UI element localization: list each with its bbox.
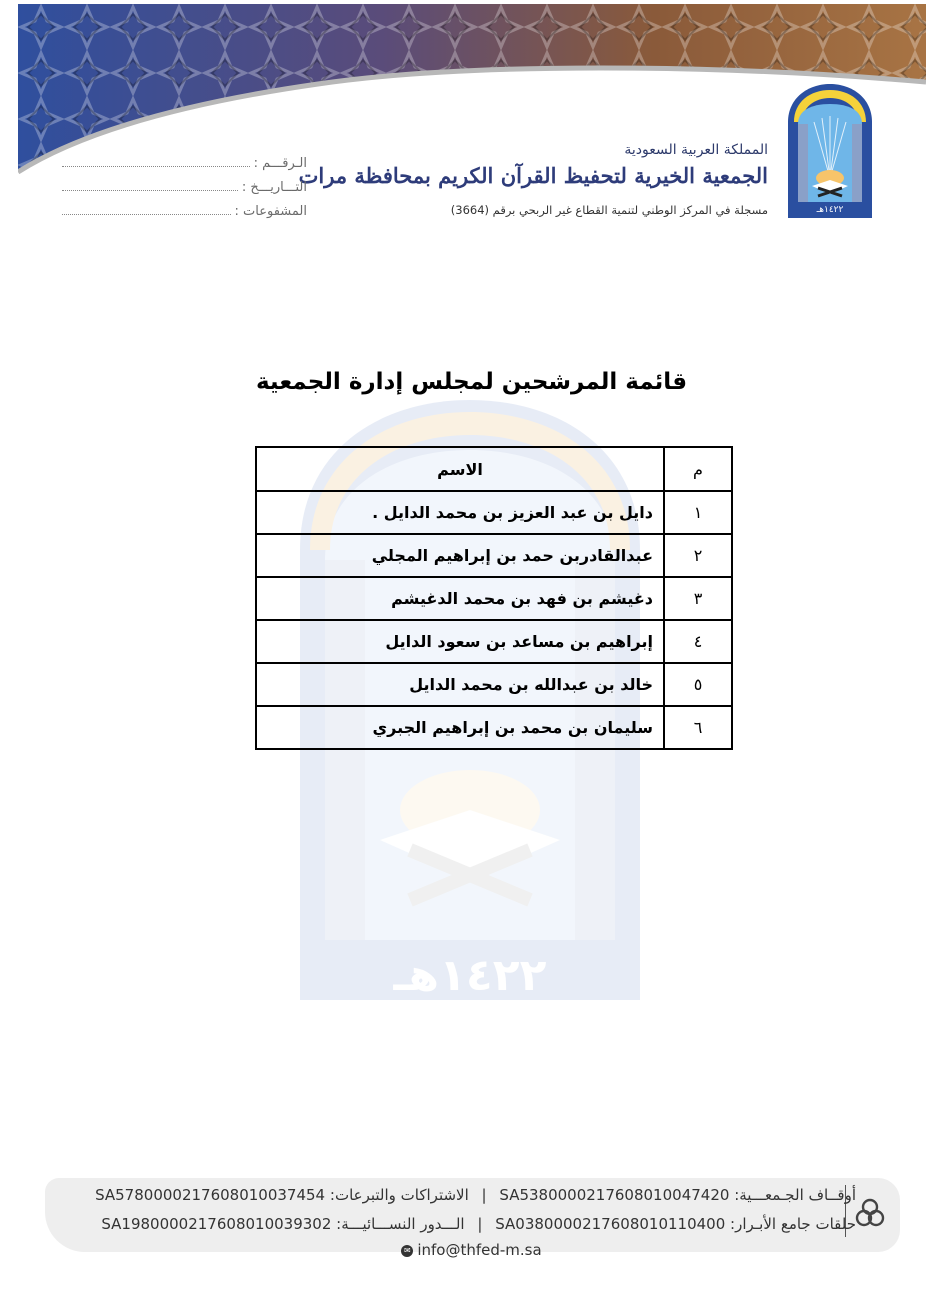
candidates-table	[255, 446, 733, 750]
ref-attachments-field	[62, 202, 307, 226]
endowment-iban: SA5380000217608010047420	[499, 1186, 730, 1204]
table-row	[256, 620, 732, 663]
country-name: المملكة العربية السعودية	[624, 142, 768, 158]
watermark-year: ١٤٢٢هـ	[393, 950, 547, 1000]
contact-email[interactable]: info@thfed-m.sa	[417, 1241, 542, 1259]
ref-attachments-label: المشفوعات :	[234, 204, 307, 219]
row-name: دايل بن عبد العزيز بن محمد الدايل .	[256, 491, 664, 534]
organization-name: الجمعية الخيرية لتحفيظ القرآن الكريم بمحافظة مرات	[298, 163, 768, 188]
row-number: ٢	[664, 534, 732, 577]
mail-icon: ✉	[401, 1245, 413, 1257]
table-row	[256, 706, 732, 749]
footer-line-1	[95, 1186, 856, 1204]
row-name: دغيشم بن فهد بن محمد الدغيشم	[256, 577, 664, 620]
ref-date-label: التـــاريـــخ :	[241, 180, 307, 195]
footer-line-2	[101, 1215, 856, 1233]
women-centers-label: الـــدور النســـائيـــة:	[336, 1215, 465, 1233]
footer-logo-icon	[853, 1196, 887, 1230]
abrar-circles-label: حلقات جامع الأبـرار:	[730, 1215, 856, 1233]
table-row	[256, 491, 732, 534]
footer-email-row	[0, 1241, 943, 1259]
abrar-circles-iban: SA0380000217608010110400	[495, 1215, 726, 1233]
ref-number-blank	[62, 154, 250, 167]
reference-fields	[62, 154, 307, 226]
logo-year: ١٤٢٢هـ	[816, 205, 844, 215]
header-name: الاسم	[256, 447, 664, 491]
header-number: م	[664, 447, 732, 491]
footer-separator: |	[481, 1186, 487, 1204]
row-name: عبدالقادربن حمد بن إبراهيم المجلي	[256, 534, 664, 577]
row-number: ٣	[664, 577, 732, 620]
organization-logo	[784, 82, 876, 218]
table-row	[256, 663, 732, 706]
row-number: ١	[664, 491, 732, 534]
donations-label: الاشتراكات والتبرعات:	[329, 1186, 469, 1204]
row-name: سليمان بن محمد بن إبراهيم الجبري	[256, 706, 664, 749]
donations-iban: SA5780000217608010037454	[95, 1186, 326, 1204]
ref-number-label: الـرقـــم :	[253, 156, 307, 171]
ref-date-field	[62, 178, 307, 202]
ref-number-field	[62, 154, 307, 178]
ref-date-blank	[62, 178, 238, 191]
table-row	[256, 534, 732, 577]
table-row	[256, 577, 732, 620]
row-name: إبراهيم بن مساعد بن سعود الدايل	[256, 620, 664, 663]
registration-note: مسجلة في المركز الوطني لتنمية القطاع غير الربحي برقم (3664)	[450, 203, 768, 217]
footer-separator: |	[477, 1215, 483, 1233]
ref-attachments-blank	[62, 202, 231, 215]
endowment-label: أوقــاف الجـمعـــية:	[734, 1186, 856, 1204]
row-number: ٥	[664, 663, 732, 706]
page-title: قائمة المرشحين لمجلس إدارة الجمعية	[255, 369, 687, 395]
table-header-row	[256, 447, 732, 491]
row-number: ٤	[664, 620, 732, 663]
row-name: خالد بن عبدالله بن محمد الدايل	[256, 663, 664, 706]
women-centers-iban: SA1980000217608010039302	[101, 1215, 332, 1233]
row-number: ٦	[664, 706, 732, 749]
